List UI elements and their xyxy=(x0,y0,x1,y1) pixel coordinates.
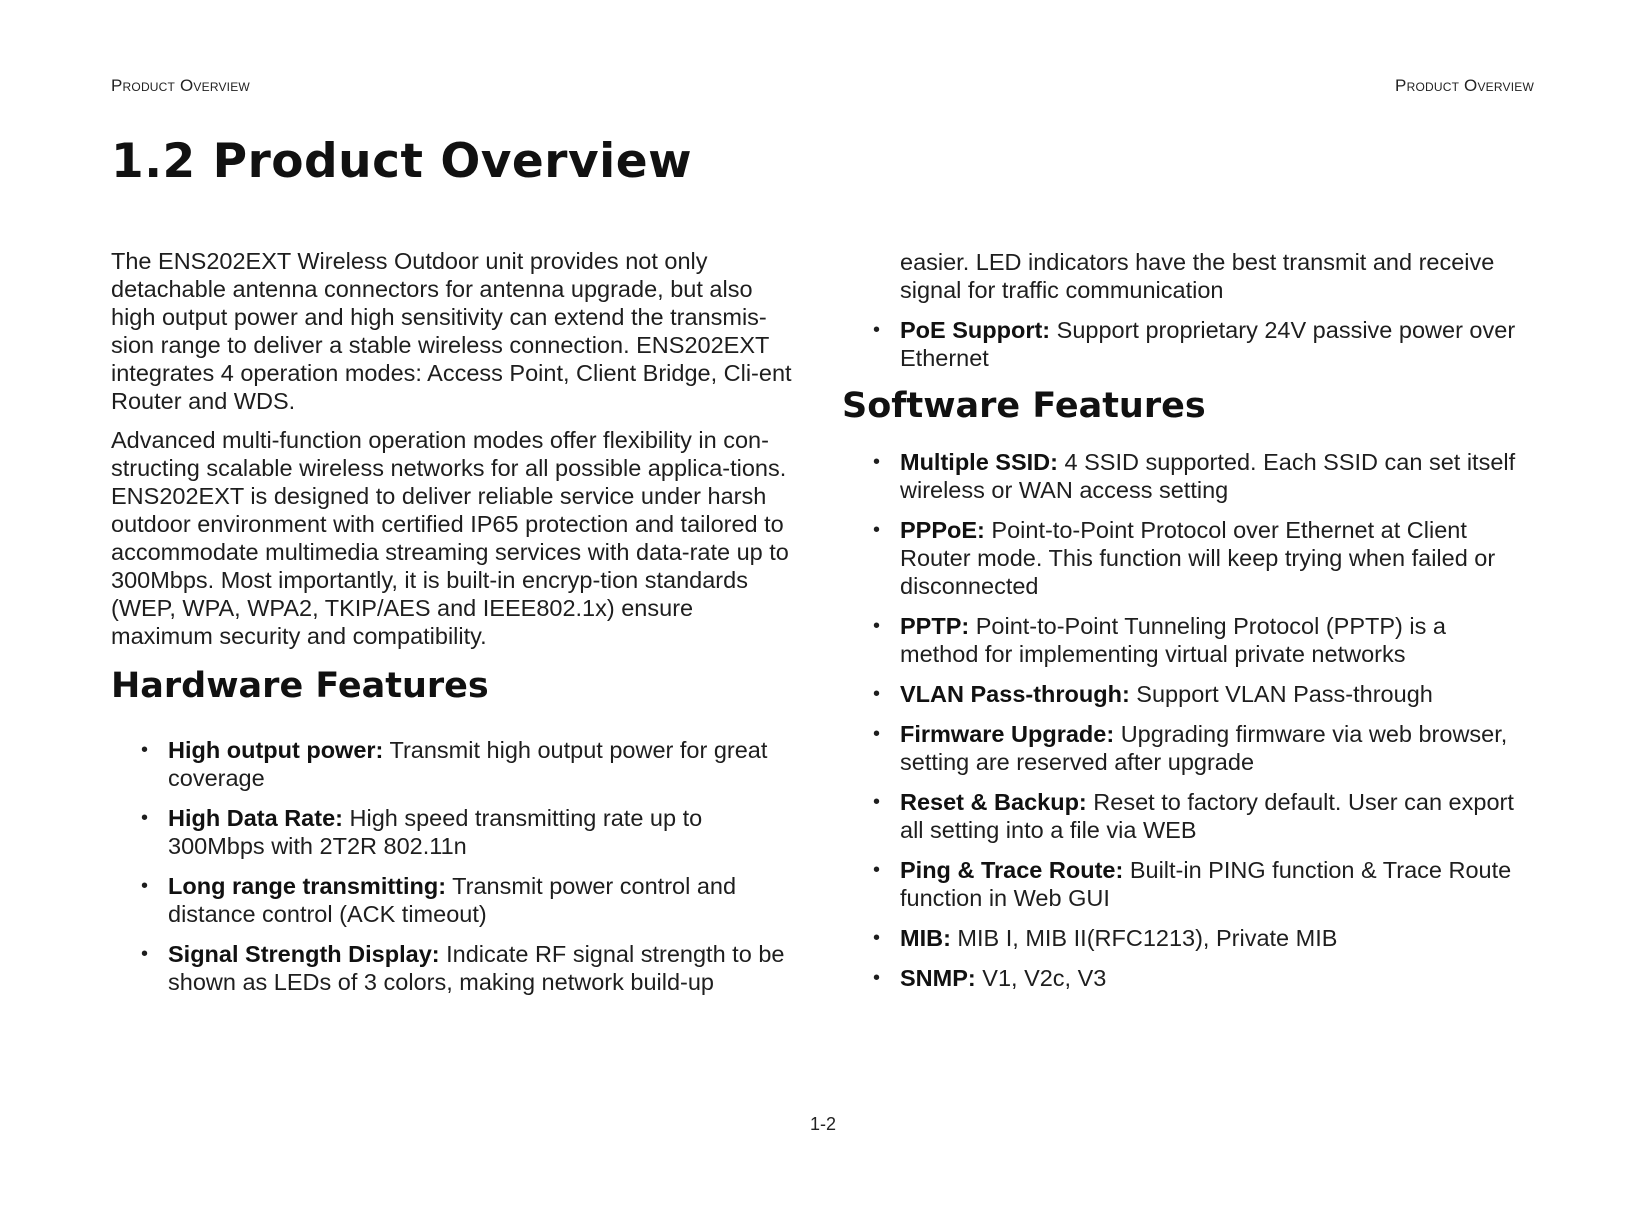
list-item xyxy=(111,736,793,792)
list-item xyxy=(843,924,1523,952)
list-item xyxy=(843,448,1523,504)
bullet-icon: • xyxy=(141,875,149,897)
bullet-icon: • xyxy=(873,451,881,473)
feature-name: Firmware Upgrade: xyxy=(900,721,1115,747)
feature-description: Support VLAN Pass-through xyxy=(1129,681,1433,707)
page-number: 1-2 xyxy=(809,1114,836,1134)
feature-description: Upgrading firmware via web browser, setting are reserved after upgrade xyxy=(900,721,1508,775)
page-title: 1.2 Product Overview xyxy=(111,134,693,189)
feature-description: Built-in PING function & Trace Route function in Web GUI xyxy=(900,857,1512,911)
hardware-feature-list xyxy=(111,736,793,996)
feature-name: High output power: xyxy=(168,737,384,763)
bullet-icon: • xyxy=(873,519,881,541)
feature-name: SNMP: xyxy=(900,965,976,991)
feature-name: Reset & Backup: xyxy=(900,789,1087,815)
list-item xyxy=(843,516,1523,600)
list-item xyxy=(843,612,1523,668)
bullet-icon: • xyxy=(873,927,881,949)
signal-strength-continuation: easier. LED indicators have the best transmit and receive signal for traffic communication xyxy=(900,249,1495,303)
bullet-icon: • xyxy=(873,683,881,705)
bullet-icon: • xyxy=(873,319,881,341)
feature-name: PPPoE: xyxy=(900,517,985,543)
feature-name: MIB: xyxy=(900,925,951,951)
feature-name: Long range transmitting: xyxy=(168,873,447,899)
bullet-icon: • xyxy=(141,943,149,965)
list-item xyxy=(843,964,1523,992)
list-item xyxy=(111,804,793,860)
right-column xyxy=(843,248,1523,1004)
list-item xyxy=(843,720,1523,776)
list-item xyxy=(111,872,793,928)
list-item xyxy=(843,856,1523,912)
feature-name: PoE Support: xyxy=(900,317,1051,343)
feature-description: Point-to-Point Protocol over Ethernet at Client Router mode. This function will keep trying when failed or disconnected xyxy=(900,517,1496,599)
bullet-icon: • xyxy=(873,615,881,637)
feature-description: Point-to-Point Tunneling Protocol (PPTP) is a method for implementing virtual private networks xyxy=(900,613,1446,667)
software-features-heading: Software Features xyxy=(842,386,1206,426)
bullet-icon: • xyxy=(873,723,881,745)
feature-description: MIB I, MIB II(RFC1213), Private MIB xyxy=(950,925,1338,951)
software-feature-list xyxy=(843,448,1523,992)
bullet-icon: • xyxy=(873,791,881,813)
hardware-feature-list-continued xyxy=(843,316,1523,372)
feature-description: V1, V2c, V3 xyxy=(975,965,1107,991)
feature-name: Multiple SSID: xyxy=(900,449,1058,475)
bullet-icon: • xyxy=(141,807,149,829)
bullet-icon: • xyxy=(141,739,149,761)
list-item xyxy=(843,680,1523,708)
bullet-icon: • xyxy=(873,859,881,881)
feature-description: Indicate RF signal strength to be shown as LEDs of 3 colors, making network build-up xyxy=(168,941,785,995)
hardware-features-heading: Hardware Features xyxy=(111,666,489,706)
bullet-icon: • xyxy=(873,967,881,989)
feature-description: 4 SSID supported. Each SSID can set itself wireless or WAN access setting xyxy=(900,449,1516,503)
intro-paragraph-2: Advanced multi-function operation modes offer flexibility in con-structing scalable wireless networks for all possible applica-tions. ENS202EXT is designed to deliver reliable service under harsh outdoor environment with certified IP65 protection and tailored to accommodate multimedia streaming services with data-rate up to 300Mbps. Most importantly, it is built-in encryp-tion standards (WEP, WPA, WPA2, TKIP/AES and IEEE802.1x) ensure maximum security and compatibility. xyxy=(111,427,789,649)
feature-description: Transmit high output power for great coverage xyxy=(168,737,768,791)
running-header-right: Product Overview xyxy=(1395,76,1534,95)
feature-name: VLAN Pass-through: xyxy=(900,681,1130,707)
list-item xyxy=(843,788,1523,844)
list-item xyxy=(843,316,1523,372)
feature-name: High Data Rate: xyxy=(168,805,343,831)
feature-description: Transmit power control and distance control (ACK timeout) xyxy=(168,873,737,927)
feature-description: Support proprietary 24V passive power over Ethernet xyxy=(900,317,1516,371)
left-column xyxy=(111,247,793,1008)
intro-paragraph-1: The ENS202EXT Wireless Outdoor unit provides not only detachable antenna connectors for antenna upgrade, but also high output power and high sensitivity can extend the transmis-sion range to deliver a stable wireless connection. ENS202EXT integrates 4 operation modes: Access Point, Client Bridge, Cli-ent Router and WDS. xyxy=(111,248,792,414)
feature-name: PPTP: xyxy=(900,613,970,639)
feature-description: High speed transmitting rate up to 300Mbps with 2T2R 802.11n xyxy=(168,805,703,859)
running-header-left: Product Overview xyxy=(111,76,250,95)
list-item xyxy=(111,940,793,996)
feature-name: Signal Strength Display: xyxy=(168,941,440,967)
feature-name: Ping & Trace Route: xyxy=(900,857,1124,883)
feature-description: Reset to factory default. User can export all setting into a file via WEB xyxy=(900,789,1514,843)
